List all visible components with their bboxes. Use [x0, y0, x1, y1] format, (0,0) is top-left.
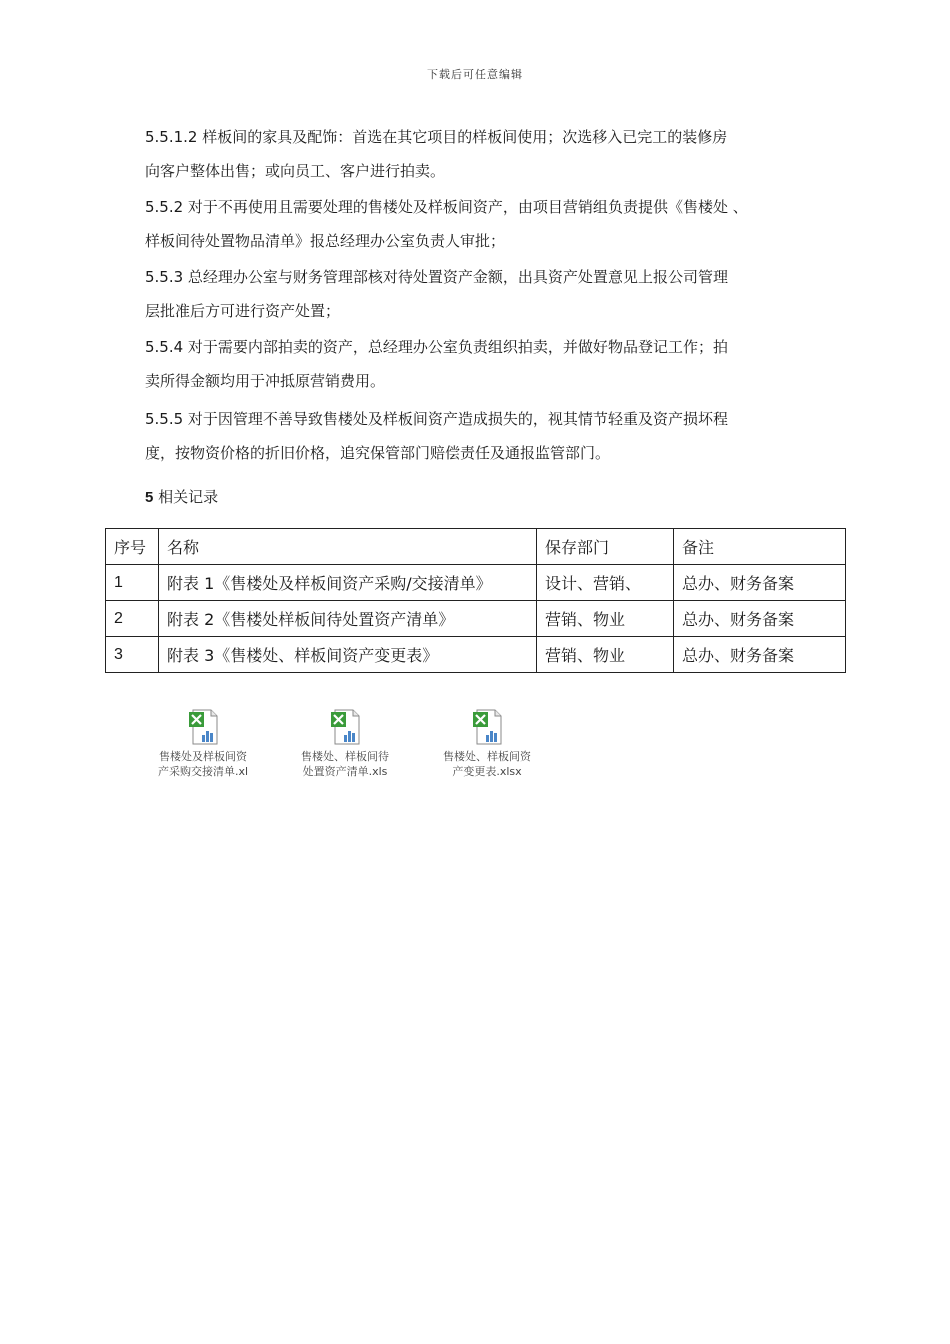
attachment-2[interactable] [282, 708, 408, 779]
header-cell: 备注 [674, 529, 846, 565]
paragraph-line: 样板间待处置物品清单》报总经理办公室负责人审批； [145, 232, 506, 250]
paragraph-5-5-5 [145, 402, 825, 470]
excel-file-icon [469, 708, 505, 746]
paragraph-line: 层批准后方可进行资产处置； [145, 302, 341, 320]
table-cell: 1 [106, 565, 159, 601]
table-cell: 总办、财务备案 [674, 637, 846, 673]
paragraph-line: 5.5.2 对于不再使用且需要处理的售楼处及样板间资产，由项目营销组负责提供《售楼处 、 [145, 198, 748, 216]
table-cell: 2 [106, 601, 159, 637]
paragraph-5-5-3 [145, 260, 825, 328]
filename-line: 处置资产清单.xls [302, 765, 388, 778]
page-header: 下载后可任意编辑 [427, 68, 523, 81]
filename-line: 售楼处及样板间资 [159, 750, 247, 763]
table-row [106, 601, 846, 637]
paragraph-line: 卖所得金额均用于冲抵原营销费用。 [145, 372, 386, 390]
table-header-row [106, 529, 846, 565]
table-cell: 营销、物业 [537, 601, 674, 637]
table-cell: 总办、财务备案 [674, 565, 846, 601]
table-cell: 附表 3《售楼处、样板间资产变更表》 [159, 637, 537, 673]
excel-file-icon [185, 708, 221, 746]
records-table [105, 528, 846, 673]
attachment-filename [282, 749, 408, 779]
table-cell: 总办、财务备案 [674, 601, 846, 637]
section-title: 相关记录 [158, 488, 219, 506]
section-heading [145, 486, 218, 507]
excel-file-icon [327, 708, 363, 746]
paragraph-line: 5.5.1.2 样板间的家具及配饰：首选在其它项目的样板间使用；次选移入已完工的装修房 [145, 128, 728, 146]
attachment-1[interactable] [140, 708, 266, 779]
table-cell: 附表 2《售楼处样板间待处置资产清单》 [159, 601, 537, 637]
table-cell: 3 [106, 637, 159, 673]
table-cell: 营销、物业 [537, 637, 674, 673]
header-cell: 序号 [106, 529, 159, 565]
paragraph-line: 度，按物资价格的折旧价格，追究保管部门赔偿责任及通报监管部门。 [145, 444, 611, 462]
filename-line: 产采购交接清单.xl [157, 765, 249, 778]
header-cell: 保存部门 [537, 529, 674, 565]
header-cell: 名称 [159, 529, 537, 565]
paragraph-5-5-1-2 [145, 120, 825, 188]
filename-line: 产变更表.xlsx [452, 765, 522, 778]
table-cell: 设计、营销、 [537, 565, 674, 601]
table-row [106, 637, 846, 673]
table-row [106, 565, 846, 601]
attachment-filename [140, 749, 266, 779]
paragraph-5-5-2 [145, 190, 825, 258]
paragraph-line: 向客户整体出售；或向员工、客户进行拍卖。 [145, 162, 446, 180]
paragraph-line: 5.5.3 总经理办公室与财务管理部核对待处置资产金额，出具资产处置意见上报公司管理 [145, 268, 728, 286]
filename-line: 售楼处、样板间资 [443, 750, 531, 763]
paragraph-5-5-4 [145, 330, 825, 398]
paragraph-line: 5.5.4 对于需要内部拍卖的资产，总经理办公室负责组织拍卖，并做好物品登记工作；拍 [145, 338, 728, 356]
table-cell: 附表 1《售楼处及样板间资产采购/交接清单》 [159, 565, 537, 601]
section-number: 5 [145, 489, 154, 506]
attachment-filename [424, 749, 550, 779]
filename-line: 售楼处、样板间待 [301, 750, 389, 763]
paragraph-line: 5.5.5 对于因管理不善导致售楼处及样板间资产造成损失的，视其情节轻重及资产损坏程 [145, 410, 728, 428]
attachment-3[interactable] [424, 708, 550, 779]
